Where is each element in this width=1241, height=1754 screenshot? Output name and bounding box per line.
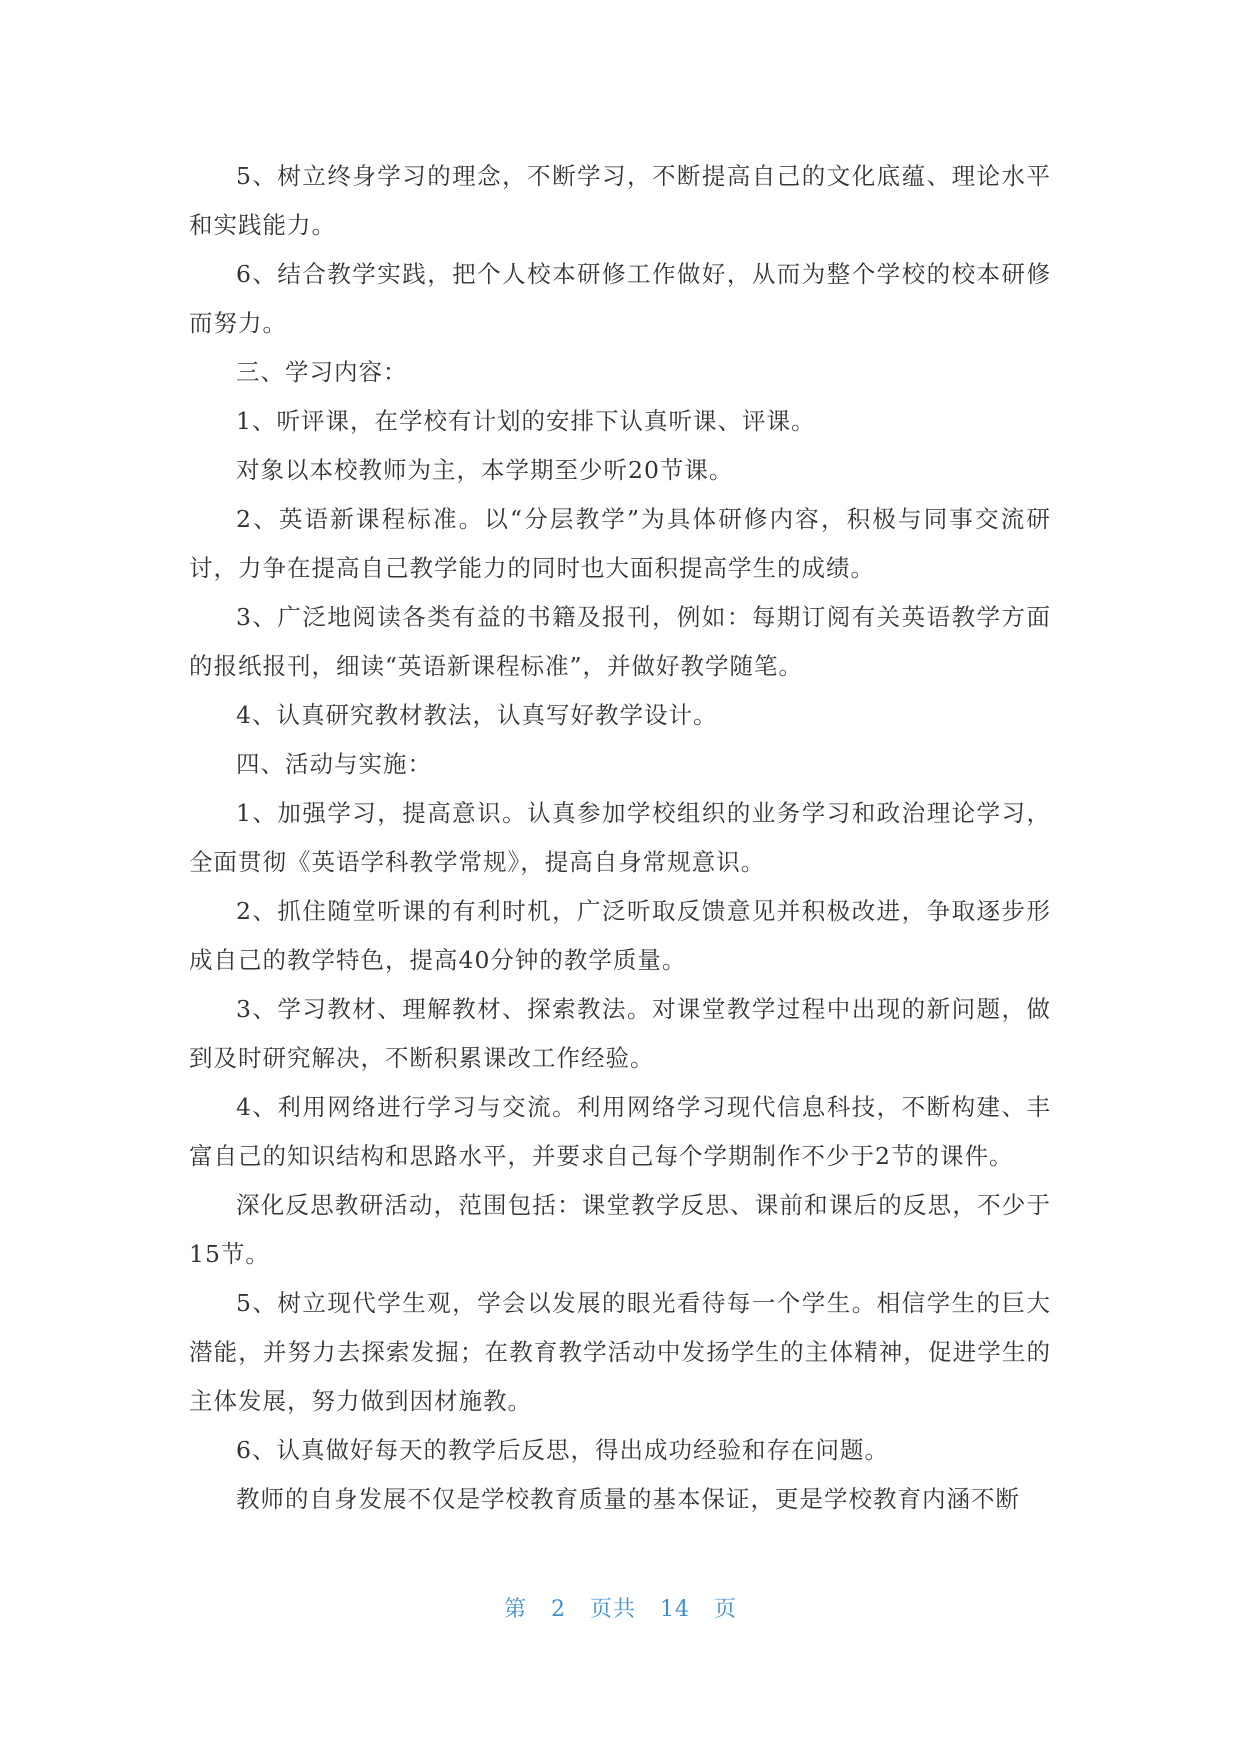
section-heading-activities: 四、活动与实施： xyxy=(236,750,432,778)
paragraph-daily-reflection: 6、认真做好每天的教学后反思，得出成功经验和存在问题。 xyxy=(236,1436,889,1464)
paragraph-reading: 3、广泛地阅读各类有益的书籍及报刊，例如：每期订阅有关英语教学方面的报纸报刊，细读“英语新课程标准”，并做好教学随笔。 xyxy=(189,603,1051,680)
paragraph-lesson-evaluation: 1、听评课，在学校有计划的安排下认真听课、评课。 xyxy=(236,407,816,435)
paragraph-observation-target: 对象以本校教师为主，本学期至少听20节课。 xyxy=(236,456,734,484)
paragraph-online-learning: 4、利用网络进行学习与交流。利用网络学习现代信息科技，不断构建、丰富自己的知识结构和思路水平，并要求自己每个学期制作不少于2节的课件。 xyxy=(189,1093,1051,1170)
paragraph-study-materials: 3、学习教材、理解教材、探索教法。对课堂教学过程中出现的新问题，做到及时研究解决，不断积累课改工作经验。 xyxy=(189,995,1051,1072)
paragraph-teacher-development: 教师的自身发展不仅是学校教育质量的基本保证，更是学校教育内涵不断 xyxy=(236,1485,1020,1513)
footer-current-page: 2 xyxy=(551,1597,566,1622)
paragraph-teaching-design: 4、认真研究教材教法，认真写好教学设计。 xyxy=(236,701,718,729)
footer-prefix: 第 xyxy=(504,1597,528,1622)
paragraph-student-view: 5、树立现代学生观，学会以发展的眼光看待每一个学生。相信学生的巨大潜能，并努力去探索发掘；在教育教学活动中发扬学生的主体精神，促进学生的主体发展，努力做到因材施教。 xyxy=(189,1289,1051,1415)
footer-middle: 页共 xyxy=(589,1597,636,1622)
paragraph-school-based-research: 6、结合教学实践，把个人校本研修工作做好，从而为整个学校的校本研修而努力。 xyxy=(189,260,1051,337)
paragraph-class-observation: 2、抓住随堂听课的有利时机，广泛听取反馈意见并积极改进，争取逐步形成自己的教学特色，提高40分钟的教学质量。 xyxy=(189,897,1051,974)
paragraph-strengthen-learning: 1、加强学习，提高意识。认真参加学校组织的业务学习和政治理论学习，全面贯彻《英语学科教学常规》，提高自身常规意识。 xyxy=(189,799,1051,876)
paragraph-curriculum-standard: 2、英语新课程标准。以“分层教学”为具体研修内容，积极与同事交流研讨，力争在提高自己教学能力的同时也大面积提高学生的成绩。 xyxy=(189,505,1051,582)
section-heading-learning-content: 三、学习内容： xyxy=(236,358,408,386)
page-footer xyxy=(0,1592,1241,1623)
paragraph-lifelong-learning: 5、树立终身学习的理念，不断学习，不断提高自己的文化底蕴、理论水平和实践能力。 xyxy=(189,162,1051,239)
footer-total-pages: 14 xyxy=(659,1597,690,1622)
document-body xyxy=(189,152,1051,1524)
paragraph-reflection: 深化反思教研活动，范围包括：课堂教学反思、课前和课后的反思，不少于15节。 xyxy=(189,1191,1051,1268)
footer-suffix: 页 xyxy=(713,1597,737,1622)
